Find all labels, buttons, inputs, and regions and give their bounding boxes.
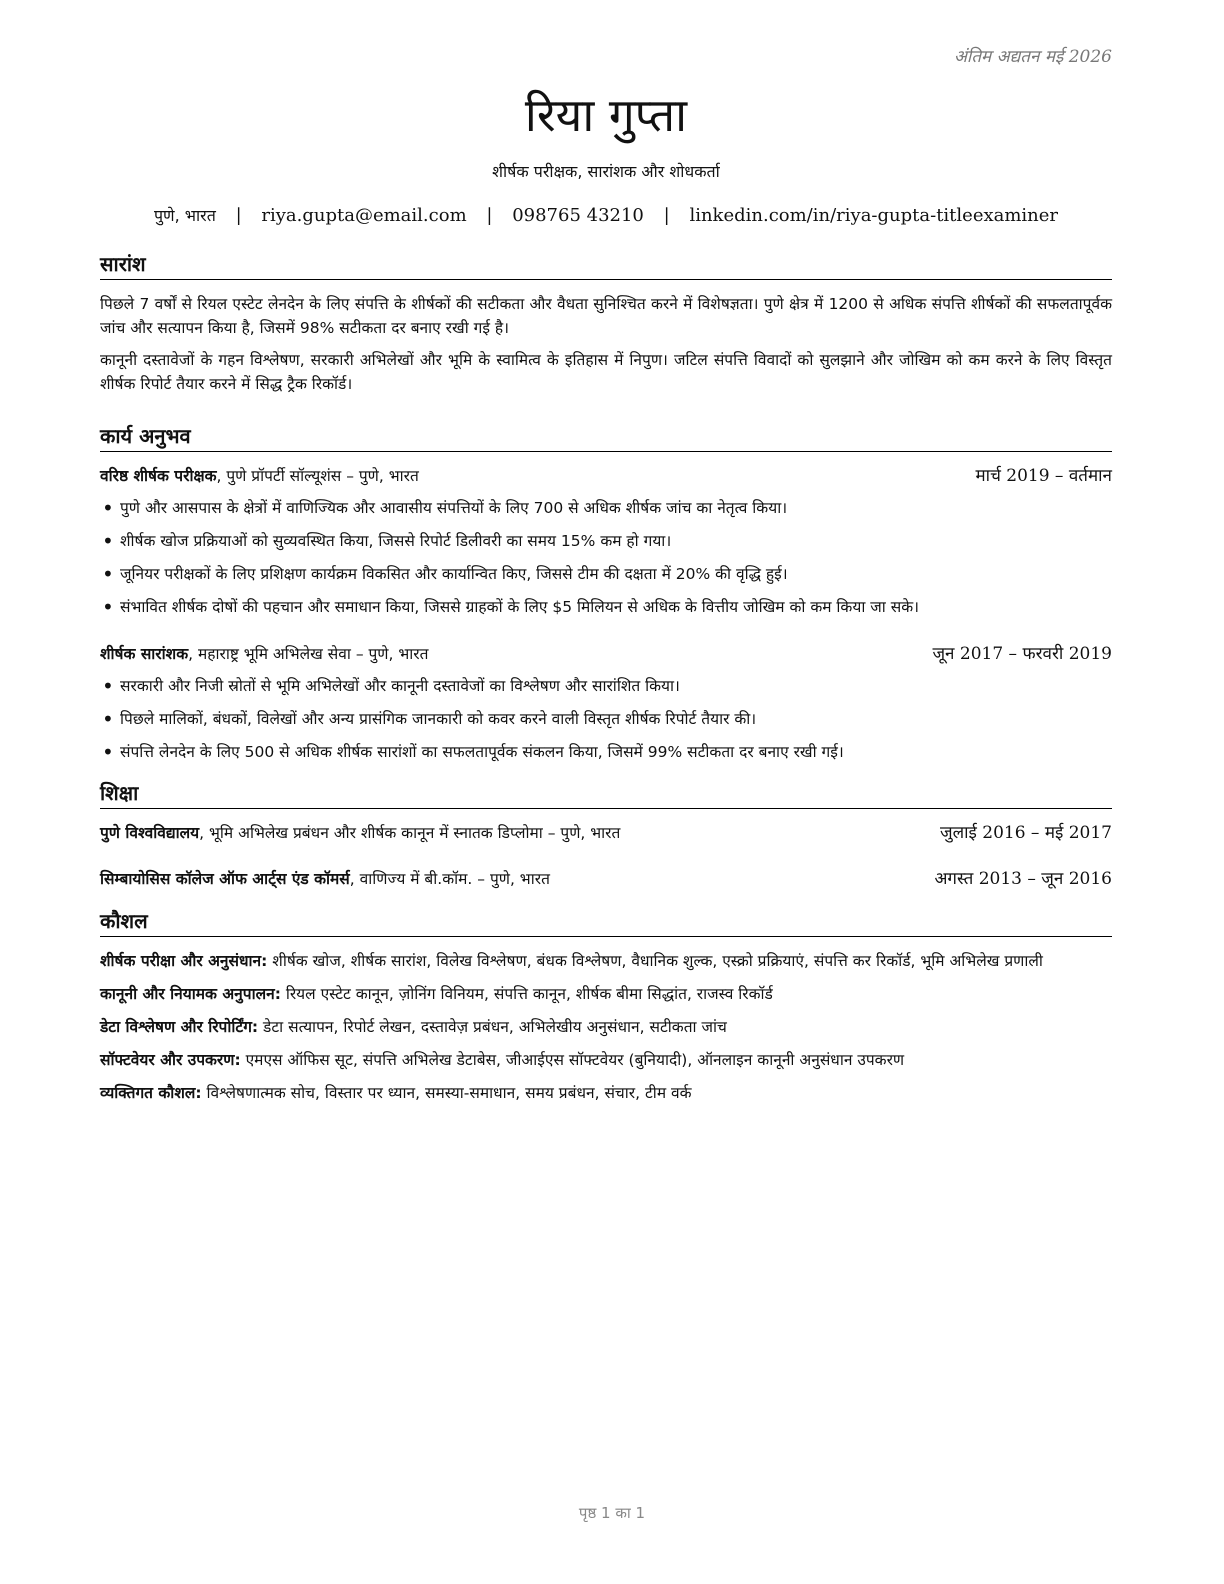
job-title-line (100, 642, 428, 666)
contact-separator: | (235, 205, 242, 226)
skill-label: सॉफ्टवेयर और उपकरण: (100, 1051, 241, 1069)
job-org: , महाराष्ट्र भूमि अभिलेख सेवा – पुणे, भारत (188, 645, 429, 663)
skill-line (100, 1015, 1112, 1039)
job-bullet: • सरकारी और निजी स्रोतों से भूमि अभिलेखों और कानूनी दस्तावेजों का विश्लेषण और सारांशित किया। (100, 670, 1112, 703)
job-bullets (100, 670, 1112, 769)
job-date: मार्च 2019 – वर्तमान (975, 466, 1112, 486)
education-entry (100, 821, 1112, 845)
page-number: पृष्ठ 1 का 1 (578, 1504, 646, 1522)
job-entry (100, 642, 1112, 769)
skill-label: शीर्षक परीक्षा और अनुसंधान: (100, 952, 268, 970)
contact-email[interactable]: riya.gupta@email.com (261, 205, 467, 226)
education-line (100, 867, 550, 891)
summary-paragraph: पिछले 7 वर्षों से रियल एस्टेट लेनदेन के लिए संपत्ति के शीर्षकों की सटीकता और वैधता सुनिश्चित करने में विशेषज्ञता। पुणे क्षेत्र में 1200 से अधिक संपत्ति शीर्षकों की सफलतापूर्वक जांच और सत्यापन किया है, जिसमें 98% सटीकता दर बनाए रखी गई है। (100, 295, 1112, 337)
skill-value: डेटा सत्यापन, रिपोर्ट लेखन, दस्तावेज़ प्रबंधन, अभिलेखीय अनुसंधान, सटीकता जांच (258, 1018, 727, 1036)
job-bullet: • संभावित शीर्षक दोषों की पहचान और समाधान किया, जिससे ग्राहकों के लिए $5 मिलियन से अधिक के वित्तीय जोखिम को कम किया जा सके। (100, 591, 1112, 624)
job-role: शीर्षक सारांशक (100, 645, 189, 663)
section-title-experience: कार्य अनुभव (100, 422, 1112, 452)
skill-line (100, 949, 1112, 973)
skill-label: व्यक्तिगत कौशल: (100, 1084, 202, 1102)
skill-line (100, 1081, 1112, 1105)
contact-line (100, 204, 1112, 226)
candidate-name: रिया गुप्ता (524, 88, 688, 142)
education-date: जुलाई 2016 – मई 2017 (939, 823, 1112, 843)
last-updated: अंतिम अद्यतन मई 2026 (953, 47, 1112, 67)
education-entry (100, 867, 1112, 891)
resume-page (100, 82, 1112, 1114)
job-header (100, 464, 1112, 488)
education-detail: , वाणिज्य में बी.कॉम. – पुणे, भारत (349, 870, 550, 888)
skill-label: कानूनी और नियामक अनुपालन: (100, 985, 281, 1003)
skill-line (100, 1048, 1112, 1072)
job-header (100, 642, 1112, 666)
skill-value: शीर्षक खोज, शीर्षक सारांश, विलेख विश्लेषण, बंधक विश्लेषण, वैधानिक शुल्क, एस्क्रो प्रक्रियाएं, संपत्ति कर रिकॉर्ड, भूमि अभिलेख प्रणाली (267, 952, 1043, 970)
job-bullet: • संपत्ति लेनदेन के लिए 500 से अधिक शीर्षक सारांशों का सफलतापूर्वक संकलन किया, जिसमें 99% सटीकता दर बनाए रखी गई। (100, 736, 1112, 769)
section-title-education: शिक्षा (100, 779, 1112, 809)
skill-value: रियल एस्टेट कानून, ज़ोनिंग विनियम, संपत्ति कानून, शीर्षक बीमा सिद्धांत, राजस्व रिकॉर्ड (280, 985, 773, 1003)
contact-separator: | (663, 205, 670, 226)
job-bullets (100, 492, 1112, 624)
education-school: सिम्बायोसिस कॉलेज ऑफ आर्ट्स एंड कॉमर्स (100, 870, 350, 888)
education-date: अगस्त 2013 – जून 2016 (934, 869, 1112, 889)
skill-value: विश्लेषणात्मक सोच, विस्तार पर ध्यान, समस्या-समाधान, समय प्रबंधन, संचार, टीम वर्क (201, 1084, 692, 1102)
contact-separator: | (486, 205, 493, 226)
contact-phone: 098765 43210 (512, 205, 644, 226)
contact-location: पुणे, भारत (153, 206, 216, 225)
summary-paragraph: कानूनी दस्तावेजों के गहन विश्लेषण, सरकारी अभिलेखों और भूमि के स्वामित्व के इतिहास में निपुण। जटिल संपत्ति विवादों को सुलझाने और जोखिम को कम करने के लिए विस्तृत शीर्षक रिपोर्ट तैयार करने में सिद्ध ट्रैक रिकॉर्ड। (100, 351, 1112, 393)
section-title-skills: कौशल (100, 907, 1112, 937)
section-title-summary: सारांश (100, 250, 1112, 280)
education-detail: , भूमि अभिलेख प्रबंधन और शीर्षक कानून में स्नातक डिप्लोमा – पुणे, भारत (199, 824, 621, 842)
job-entry (100, 464, 1112, 624)
education-line (100, 821, 620, 845)
contact-linkedin[interactable]: linkedin.com/in/riya-gupta-titleexaminer (689, 205, 1059, 226)
job-role: वरिष्ठ शीर्षक परीक्षक (100, 467, 217, 485)
education-school: पुणे विश्वविद्यालय (100, 824, 200, 842)
job-date: जून 2017 – फरवरी 2019 (932, 644, 1112, 664)
skill-line (100, 982, 1112, 1006)
job-org: , पुणे प्रॉपर्टी सॉल्यूशंस – पुणे, भारत (216, 467, 419, 485)
job-bullet: • पुणे और आसपास के क्षेत्रों में वाणिज्यिक और आवासीय संपत्तियों के लिए 700 से अधिक शीर्षक जांच का नेतृत्व किया। (100, 492, 1112, 525)
job-bullet: • पिछले मालिकों, बंधकों, विलेखों और अन्य प्रासंगिक जानकारी को कवर करने वाली विस्तृत शीर्षक रिपोर्ट तैयार की। (100, 703, 1112, 736)
job-title-line (100, 464, 419, 488)
job-bullet: • जूनियर परीक्षकों के लिए प्रशिक्षण कार्यक्रम विकसित और कार्यान्वित किए, जिससे टीम की दक्षता में 20% की वृद्धि हुई। (100, 558, 1112, 591)
skill-value: एमएस ऑफिस सूट, संपत्ति अभिलेख डेटाबेस, जीआईएस सॉफ्टवेयर (बुनियादी), ऑनलाइन कानूनी अनुसंधान उपकरण (240, 1051, 905, 1069)
skill-label: डेटा विश्लेषण और रिपोर्टिंग: (100, 1018, 259, 1036)
job-bullet: • शीर्षक खोज प्रक्रियाओं को सुव्यवस्थित किया, जिससे रिपोर्ट डिलीवरी का समय 15% कम हो गया। (100, 525, 1112, 558)
candidate-title: शीर्षक परीक्षक, सारांशक और शोधकर्ता (492, 162, 720, 181)
